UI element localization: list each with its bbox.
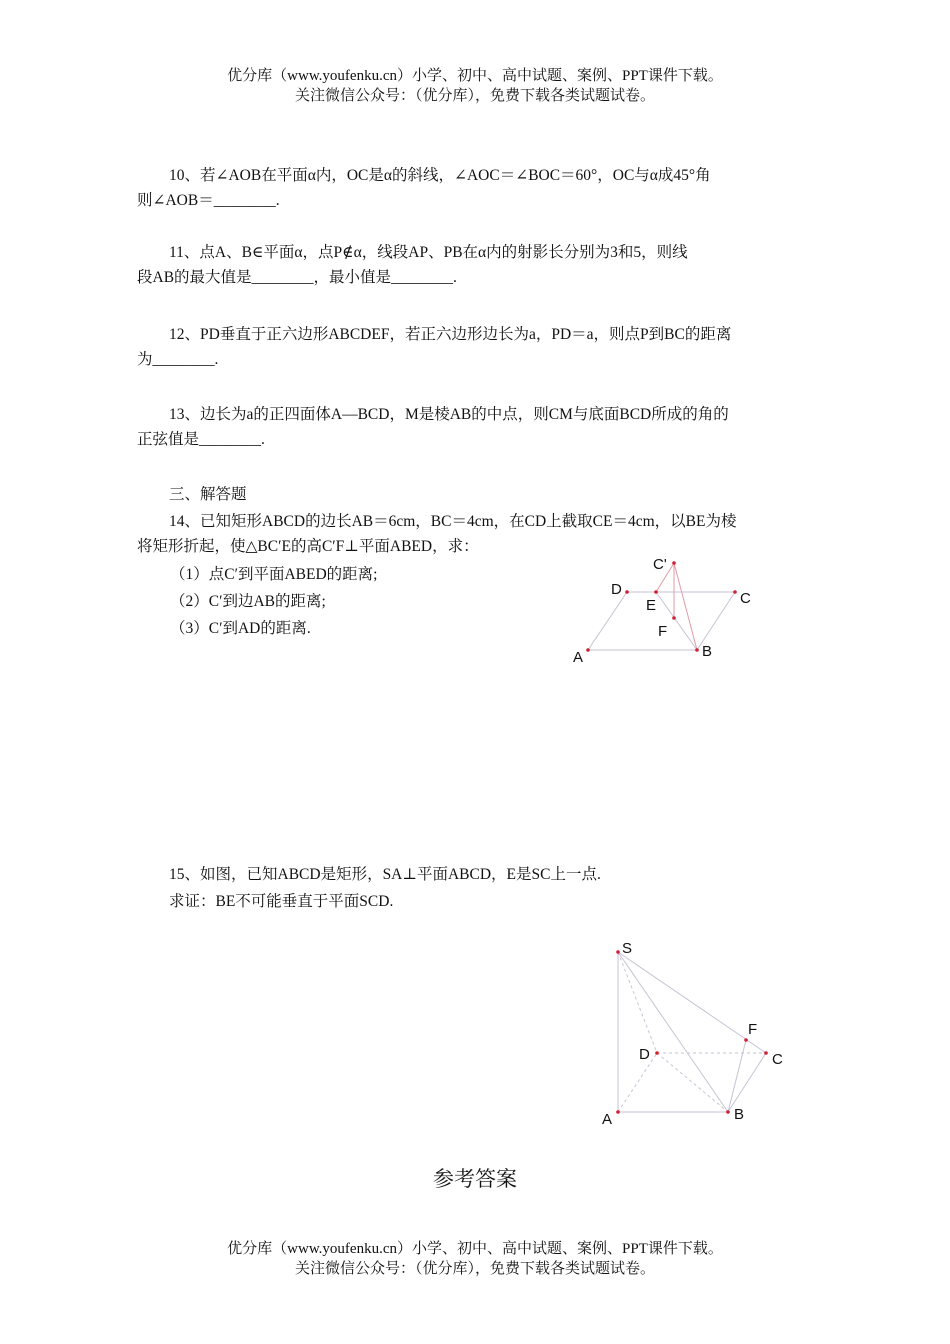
fig2-edge-ad [618,1053,657,1112]
footer-line-2: 关注微信公众号：（优分库），免费下载各类试题试卷。 [294,1261,655,1277]
fig1-label-d: D [611,581,622,598]
fig2-point-f [744,1038,748,1042]
question-14-sub-1: （1）点C′到平面ABED的距离; [170,566,378,583]
question-13-line-1: 13、边长为a的正四面体A—BCD，M是棱AB的中点，则CM与底面BCD所成的角的 [169,406,729,423]
fig2-point-d [655,1051,659,1055]
fig1-edge-cb [697,592,735,650]
question-10-line-1: 10、若∠AOB在平面α内，OC是α的斜线，∠AOC＝∠BOC＝60°，OC与α成45°角 [169,167,711,184]
fig2-point-s [616,950,620,954]
fig2-edge-bc [728,1053,766,1112]
question-11 [137,240,814,290]
fig1-edge-ce [656,563,674,592]
question-12 [137,322,814,372]
page-header [0,66,950,106]
fig2-point-b [726,1110,730,1114]
question-12-line-1: 12、PD垂直于正六边形ABCDEF，若正六边形边长为a，PD＝a，则点P到BC的距离 [169,326,732,343]
fig2-label-b: B [734,1106,745,1123]
fig2-point-c [764,1051,768,1055]
footer-line-1: 优分库（www.youfenku.cn）小学、初中、高中试题、案例、PPT课件下载。 [227,1241,723,1257]
fig1-edge-eb [656,592,697,650]
fig2-edge-sb [618,952,728,1112]
question-12-line-2: 为________. [137,351,219,368]
fig1-point-f [672,616,676,620]
question-14 [137,509,814,559]
fig2-label-a: A [602,1111,613,1128]
question-14-subparts [170,561,377,642]
fig1-label-a: A [573,649,584,666]
page-footer [0,1239,950,1279]
question-15-line-1: 15、如图，已知ABCD是矩形，SA⊥平面ABCD，E是SC上一点. [169,866,601,883]
fig2-edge-bf [728,1040,746,1112]
question-11-line-1: 11、点A、B∈平面α，点P∉α，线段AP、PB在α内的射影长分别为3和5，则线 [169,244,688,261]
fig1-point-a [586,648,590,652]
question-13-line-2: 正弦值是________. [137,431,265,448]
question-13 [137,402,814,452]
fig2-edge-sd [618,952,657,1053]
answer-title: 参考答案 [433,1167,517,1191]
fig2-edge-sc [618,952,766,1053]
fig1-label-f: F [658,623,668,640]
fig2-point-a [616,1110,620,1114]
question-10 [137,163,814,213]
fig1-label-c-prime: C' [653,556,667,573]
fig1-edge-cb2 [674,563,697,650]
fig1-point-c-prime [672,561,676,565]
fig1-edge-ad [588,592,627,650]
question-14-line-1: 14、已知矩形ABCD的边长AB＝6cm，BC＝4cm，在CD上截取CE＝4cm，以BE为棱 [169,513,737,530]
header-line-2: 关注微信公众号：（优分库），免费下载各类试题试卷。 [294,88,655,104]
fig2-label-s: S [622,940,633,957]
question-11-line-2: 段AB的最大值是________，最小值是________. [137,269,457,286]
fig2-label-d: D [639,1046,650,1063]
fig2-edge-db [657,1053,728,1112]
fig2-label-c: C [772,1051,783,1068]
fig1-label-b: B [702,643,713,660]
section-heading: 三、解答题 [169,486,247,503]
fig1-point-c [733,590,737,594]
fig1-point-e [654,590,658,594]
fig1-point-d [625,590,629,594]
question-14-line-2: 将矩形折起，使△BC′E的高C′F⊥平面ABED，求： [137,538,479,555]
question-15-line-2: 求证：BE不可能垂直于平面SCD. [169,893,394,910]
fig1-label-c: C [740,590,751,607]
fig1-label-e: E [646,597,657,614]
question-10-line-2: 则∠AOB＝________. [137,192,280,209]
header-line-1: 优分库（www.youfenku.cn）小学、初中、高中试题、案例、PPT课件下载。 [227,68,723,84]
fig2-label-f: F [748,1021,758,1038]
fig1-point-b [695,648,699,652]
question-14-sub-2: （2）C′到边AB的距离; [170,593,326,610]
question-14-sub-3: （3）C′到AD的距离. [170,620,311,637]
